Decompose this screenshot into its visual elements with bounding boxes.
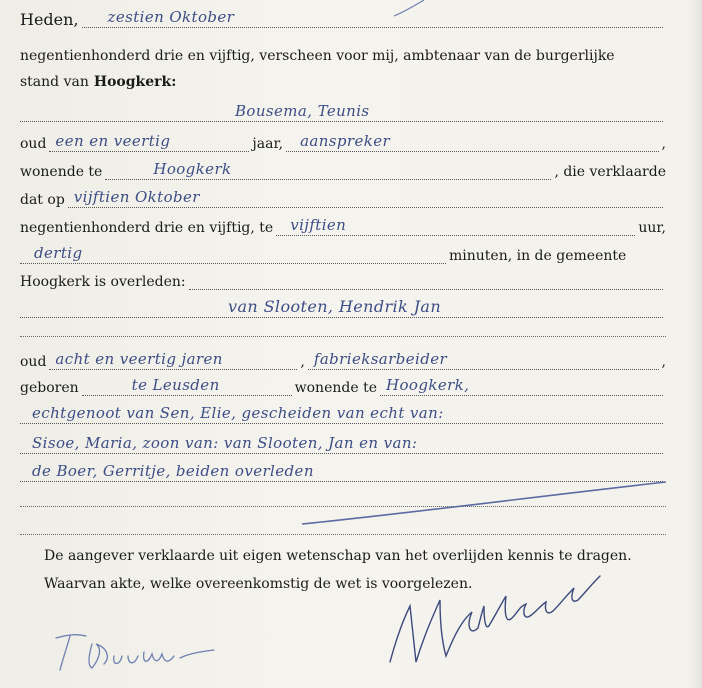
label-wonende-te-2: wonende te <box>294 380 377 396</box>
label-oud: oud <box>20 136 47 152</box>
handwritten-parents: Sisoe, Maria, zoon van: van Slooten, Jan en van: <box>32 434 418 452</box>
comma-1: , <box>300 354 305 370</box>
informant-residence-field <box>105 160 551 180</box>
text-intro: negentienhonderd drie en vijftig, verscheen voor mij, ambtenaar van de burgerlijke <box>20 48 615 64</box>
handwritten-spouse: echtgenoot van Sen, Elie, gescheiden van echt van: <box>32 404 444 422</box>
page-edge-shadow <box>688 0 702 688</box>
parents-field <box>20 434 663 454</box>
spouse-field <box>20 404 663 424</box>
handwritten-death-minutes: dertig <box>34 244 83 262</box>
handwritten-death-date: vijftien Oktober <box>73 188 200 206</box>
comma-2: , <box>661 354 666 370</box>
informant-name-field <box>20 102 663 122</box>
label-heden: Heden, <box>20 10 79 29</box>
text-overleden: Hoogkerk is overleden: <box>20 274 186 290</box>
line-informant-name <box>20 104 666 122</box>
label-geboren: geboren <box>20 380 79 396</box>
line-informant-residence <box>20 162 666 180</box>
handwritten-informant-residence: Hoogkerk <box>153 160 232 178</box>
handwritten-deceased-age: acht en veertig jaren <box>55 350 223 368</box>
line-death-date <box>20 190 666 208</box>
signature-left-image <box>48 628 218 674</box>
death-hour-field <box>276 216 635 236</box>
footer-closing: Waarvan akte, welke overeenkomstig de wet is voorgelezen. <box>44 576 473 592</box>
deceased-name-field <box>20 297 663 318</box>
handwritten-deceased-name: van Slooten, Hendrik Jan <box>228 297 442 316</box>
line-death-hour <box>20 218 666 236</box>
comma: , <box>661 136 666 152</box>
text-minuten: minuten, in de gemeente <box>449 248 627 264</box>
blank-line <box>20 336 666 337</box>
line-spouse <box>20 406 666 424</box>
death-date-field <box>68 188 663 208</box>
label-oud-deceased: oud <box>20 354 47 370</box>
line-deceased-name <box>20 297 666 318</box>
footer-declaration: De aangever verklaarde uit eigen wetenschap van het overlijden kennis te dragen. <box>44 548 632 564</box>
deceased-residence-field <box>380 376 663 396</box>
handwritten-deceased-occupation: fabrieksarbeider <box>313 350 448 368</box>
line-intro <box>20 46 666 64</box>
death-minutes-field <box>20 244 446 264</box>
text-year-te: negentienhonderd drie en vijftig, te <box>20 220 274 236</box>
label-dat-op: dat op <box>20 192 65 208</box>
date-field <box>82 8 663 28</box>
registrar-signature <box>380 566 610 680</box>
top-ink-mark <box>390 0 430 18</box>
handwritten-mother: de Boer, Gerritje, beiden overleden <box>32 462 314 480</box>
informant-age-field <box>49 132 249 152</box>
label-wonende-te: wonende te <box>20 164 103 180</box>
deceased-age-field <box>49 350 297 370</box>
birthplace-field <box>82 376 292 396</box>
label-die-verklaarde: , die verklaarde <box>554 164 666 180</box>
informant-occupation-field <box>286 132 658 152</box>
handwritten-birthplace: te Leusden <box>131 376 220 394</box>
cancel-stroke <box>300 478 670 528</box>
line-date <box>20 10 666 28</box>
line-stand <box>20 72 666 90</box>
handwritten-informant-occupation: aanspreker <box>300 132 391 150</box>
line-deceased-age <box>20 352 666 370</box>
handwritten-date: zestien Oktober <box>107 8 235 26</box>
handwritten-informant-name: Bousema, Teunis <box>235 102 370 120</box>
informant-signature <box>48 628 218 678</box>
blank-line-3 <box>20 534 666 535</box>
signature-right-image <box>380 566 610 676</box>
line-death-minutes <box>20 246 666 264</box>
line-overleden <box>20 272 666 290</box>
text-municipality: Hoogkerk: <box>93 74 177 90</box>
label-jaar: jaar, <box>252 136 284 152</box>
line-birthplace <box>20 378 666 396</box>
label-uur: uur, <box>638 220 666 236</box>
handwritten-deceased-residence: Hoogkerk, <box>385 376 470 394</box>
line-informant-age <box>20 134 666 152</box>
line-parents <box>20 436 666 454</box>
text-stand-van: stand van <box>20 74 89 90</box>
overleden-blank <box>189 277 663 290</box>
handwritten-death-hour: vijftien <box>290 216 347 234</box>
handwritten-informant-age: een en veertig <box>55 132 171 150</box>
deceased-occupation-field <box>308 350 659 370</box>
